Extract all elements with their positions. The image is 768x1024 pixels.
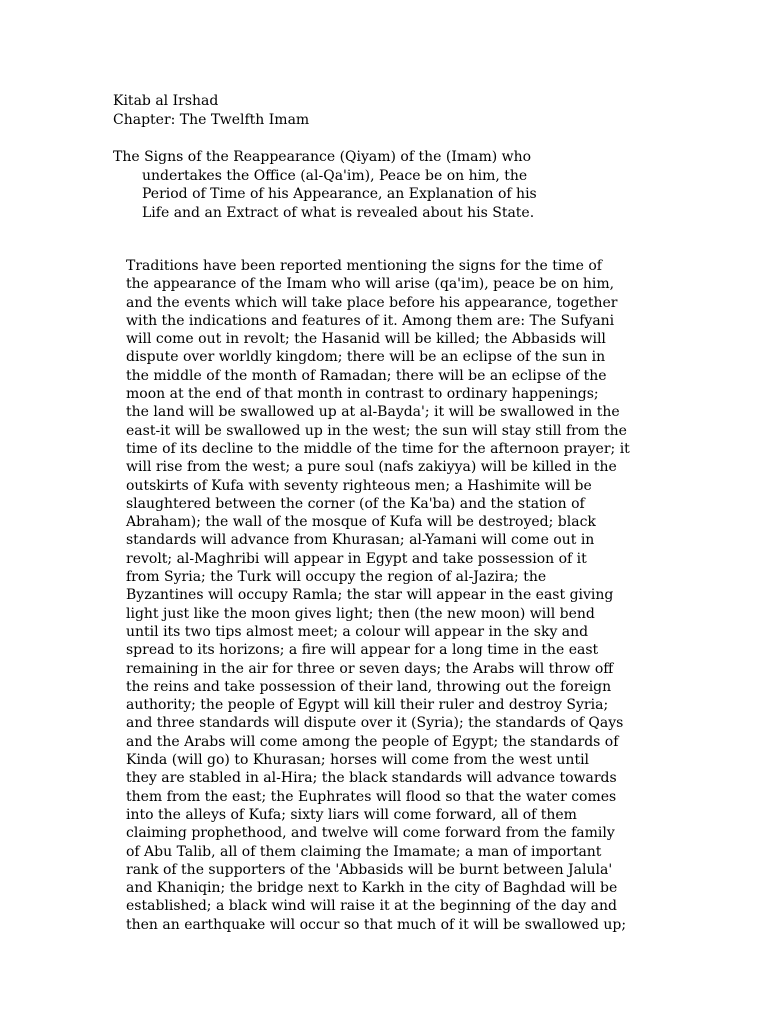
body-line: the appearance of the Imam who will arise (qa'im), peace be on him, <box>126 276 615 293</box>
body-line: then an earthquake will occur so that much of it will be swallowed up; <box>126 916 627 933</box>
heading-line: undertakes the Office (al-Qa'im), Peace be on him, the <box>142 167 528 184</box>
body-line: remaining in the air for three or seven days; the Arabs will throw off <box>126 660 614 677</box>
body-line: the middle of the month of Ramadan; there will be an eclipse of the <box>126 367 607 384</box>
body-line: of Abu Talib, all of them claiming the Imamate; a man of important <box>126 843 602 860</box>
body-line: Byzantines will occupy Ramla; the star will appear in the east giving <box>126 587 614 604</box>
body-line: will come out in revolt; the Hasanid will be killed; the Abbasids will <box>126 331 606 348</box>
heading-line: The Signs of the Reappearance (Qiyam) of the (Imam) who <box>113 149 532 165</box>
heading-line: Period of Time of his Appearance, an Explanation of his <box>142 186 537 202</box>
body-line: Abraham); the wall of the mosque of Kufa will be destroyed; black <box>126 514 596 531</box>
body-line: outskirts of Kufa with seventy righteous men; a Hashimite will be <box>126 477 592 494</box>
body-line: will rise from the west; a pure soul (nafs zakiyya) will be killed in the <box>126 459 617 476</box>
body-line: established; a black wind will raise it at the beginning of the day and <box>126 898 617 915</box>
body-line: and the Arabs will come among the people of Egypt; the standards of <box>126 733 619 750</box>
body-line: Traditions have been reported mentioning the signs for the time of <box>126 258 602 274</box>
body-line: with the indications and features of it. Among them are: The Sufyani <box>126 312 615 329</box>
body-line: Kinda (will go) to Khurasan; horses will come from the west until <box>126 752 590 769</box>
body-line: revolt; al-Maghribi will appear in Egypt and take possession of it <box>126 550 587 567</box>
body-line: and the events which will take place before his appearance, together <box>126 294 618 311</box>
body-line: east-it will be swallowed up in the west; the sun will stay still from the <box>126 422 627 439</box>
body-line: them from the east; the Euphrates will flood so that the water comes <box>126 788 617 805</box>
body-line: authority; the people of Egypt will kill their ruler and destroy Syria; <box>126 697 609 714</box>
body-line: time of its decline to the middle of the time for the afternoon prayer; it <box>126 440 630 457</box>
body-line: until its two tips almost meet; a colour will appear in the sky and <box>126 623 589 640</box>
chapter-title: Chapter: The Twelfth Imam <box>113 111 310 128</box>
body-line: from Syria; the Turk will occupy the region of al-Jazira; the <box>126 569 547 586</box>
body-line: spread to its horizons; a fire will appear for a long time in the east <box>126 642 599 659</box>
body-line: they are stabled in al-Hira; the black standards will advance towards <box>126 770 617 787</box>
section-heading <box>113 148 537 222</box>
body-line: into the alleys of Kufa; sixty liars will come forward, all of them <box>126 806 577 823</box>
document-header <box>113 92 309 129</box>
heading-line: Life and an Extract of what is revealed about his State. <box>142 204 535 221</box>
body-line: dispute over worldly kingdom; there will be an eclipse of the sun in <box>126 349 606 366</box>
body-line: the land will be swallowed up at al-Bayda'; it will be swallowed in the <box>126 404 620 421</box>
body-line: and Khaniqin; the bridge next to Karkh in the city of Baghdad will be <box>126 880 618 897</box>
body-line: claiming prophethood, and twelve will come forward from the family <box>126 825 615 842</box>
book-title: Kitab al Irshad <box>113 93 219 109</box>
body-line: standards will advance from Khurasan; al-Yamani will come out in <box>126 532 595 549</box>
body-line: slaughtered between the corner (of the Ka'ba) and the station of <box>126 495 585 512</box>
body-line: and three standards will dispute over it (Syria); the standards of Qays <box>126 715 624 732</box>
body-paragraph <box>126 257 630 934</box>
body-line: rank of the supporters of the 'Abbasids will be burnt between Jalula' <box>126 861 613 878</box>
body-line: light just like the moon gives light; then (the new moon) will bend <box>126 605 595 622</box>
body-line: the reins and take possession of their land, throwing out the foreign <box>126 678 612 695</box>
body-line: moon at the end of that month in contrast to ordinary happenings; <box>126 386 599 403</box>
